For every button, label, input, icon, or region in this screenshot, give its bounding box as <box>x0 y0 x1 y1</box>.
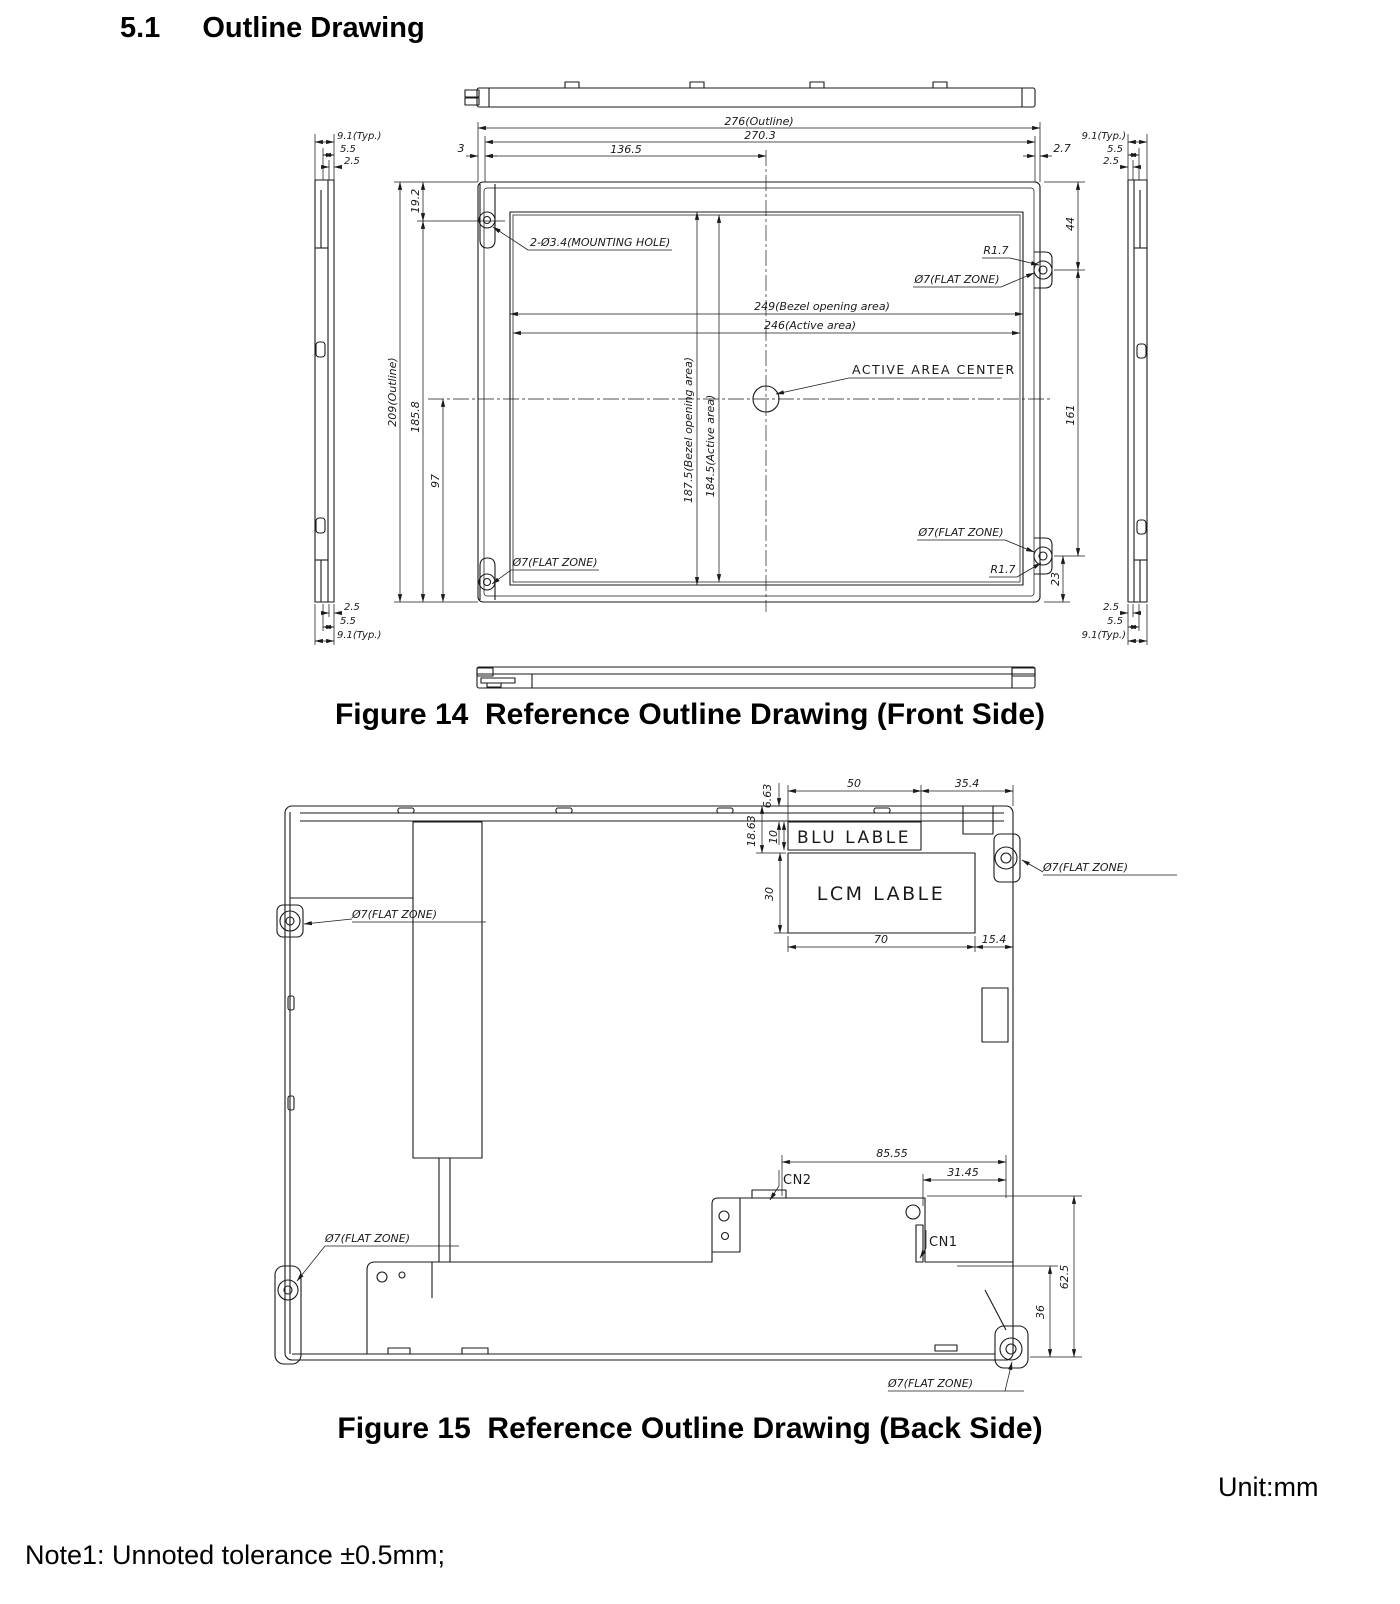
front-right-side-view <box>1128 180 1147 602</box>
side-dim-55-tr: 5.5 <box>1107 144 1123 155</box>
flat-zone-hole-bottom-right <box>1034 538 1052 574</box>
dim-50: 50 <box>847 777 861 790</box>
figure15-back-drawing <box>275 777 1177 1391</box>
dim-bezel-height: 187.5(Bezel opening area) <box>682 356 695 504</box>
side-dim-25-tr: 2.5 <box>1103 156 1119 167</box>
dim-70: 70 <box>874 933 888 946</box>
active-area-center-label: ACTIVE AREA CENTER <box>852 362 1016 377</box>
r17-label-bottom-right: R1.7 <box>990 563 1016 576</box>
figure15-caption: Figure 15 Reference Outline Drawing (Back Side) <box>337 1412 1043 1445</box>
back-dimension-lines <box>297 783 1177 1391</box>
side-dim-91-tr: 9.1(Typ.) <box>1081 131 1126 142</box>
back-pcb-board <box>413 822 482 1262</box>
dim-35-4: 35.4 <box>954 777 980 790</box>
mounting-hole-top-left <box>479 184 495 248</box>
side-dim-25-bl: 2.5 <box>344 602 360 613</box>
dim-270-3: 270.3 <box>744 129 776 142</box>
front-top-view <box>465 82 1035 107</box>
side-dim-55-tl: 5.5 <box>340 144 356 155</box>
dim-active-width: 246(Active area) <box>763 319 857 332</box>
dim-30: 30 <box>763 887 776 901</box>
side-dim-91-bl: 9.1(Typ.) <box>337 630 382 641</box>
dim-18-63: 18.63 <box>745 815 758 847</box>
dim-active-height: 184.5(Active area) <box>704 394 717 498</box>
side-dim-25-br: 2.5 <box>1103 602 1119 613</box>
dim-44: 44 <box>1064 217 1077 231</box>
dim-bezel-width: 249(Bezel opening area) <box>754 300 890 313</box>
dim-2-7: 2.7 <box>1053 142 1071 155</box>
dim-161: 161 <box>1064 404 1077 426</box>
flat-zone-label-bottom-left: Ø7(FLAT ZONE) <box>512 556 598 569</box>
dim-136-5: 136.5 <box>610 143 642 156</box>
dim-31-45: 31.45 <box>947 1166 979 1179</box>
r17-label-top-right: R1.7 <box>983 244 1009 257</box>
flat-zone-label-bottom-right: Ø7(FLAT ZONE) <box>918 526 1004 539</box>
blu-label: BLU LABLE <box>797 828 911 848</box>
dim-36: 36 <box>1034 1305 1047 1319</box>
front-dimension-texts <box>337 115 1126 641</box>
flat-zone-label-back-bottom-left: Ø7(FLAT ZONE) <box>325 1232 411 1245</box>
flat-zone-hole-bottom-left <box>479 558 495 600</box>
figure14-front-drawing <box>315 82 1147 688</box>
side-dim-91-tl: 9.1(Typ.) <box>337 131 382 142</box>
dim-6-63: 6.63 <box>761 783 774 809</box>
side-dim-55-br: 5.5 <box>1107 616 1123 627</box>
cn2-connector <box>752 1190 786 1198</box>
back-flat-zone-bottom-right <box>995 1326 1028 1368</box>
side-dim-25-tl: 2.5 <box>344 156 360 167</box>
dim-15-4: 15.4 <box>981 933 1007 946</box>
front-main-view <box>428 150 1052 612</box>
mounting-hole-label: 2-Ø3.4(MOUNTING HOLE) <box>530 236 671 249</box>
front-left-side-view <box>315 180 334 602</box>
side-dim-91-br: 9.1(Typ.) <box>1081 630 1126 641</box>
back-flat-zone-top-right <box>994 834 1020 882</box>
flat-zone-label-back-top-right: Ø7(FLAT ZONE) <box>1043 861 1129 874</box>
dim-3: 3 <box>457 142 465 155</box>
dim-19-2: 19.2 <box>409 188 422 214</box>
front-dimension-lines <box>315 122 1147 645</box>
dim-85-55: 85.55 <box>876 1147 908 1160</box>
dim-23: 23 <box>1049 572 1062 586</box>
cn1-label: CN1 <box>929 1235 958 1250</box>
dim-97: 97 <box>429 474 442 488</box>
dim-outline-height: 209(Outline) <box>386 357 399 427</box>
dim-62-5: 62.5 <box>1058 1264 1071 1290</box>
dim-10: 10 <box>767 830 780 844</box>
section-number: 5.1 <box>120 12 161 44</box>
unit-text: Unit:mm <box>1218 1472 1319 1502</box>
front-bottom-view <box>477 667 1035 688</box>
flat-zone-label-back-bottom-right: Ø7(FLAT ZONE) <box>888 1377 974 1390</box>
section-title: Outline Drawing <box>202 12 425 44</box>
dim-outline-width: 276(Outline) <box>724 115 794 128</box>
flat-zone-label-back-top-left: Ø7(FLAT ZONE) <box>352 908 438 921</box>
flat-zone-hole-top-right <box>1034 252 1052 288</box>
dim-185-8: 185.8 <box>409 401 422 433</box>
back-bottom-frame <box>367 1190 1013 1354</box>
figure14-caption: Figure 14 Reference Outline Drawing (Front Side) <box>334 698 1046 731</box>
note1-text: Note1: Unnoted tolerance ±0.5mm; <box>25 1540 446 1570</box>
flat-zone-label-top-right: Ø7(FLAT ZONE) <box>914 273 1000 286</box>
lcm-label: LCM LABLE <box>816 883 946 905</box>
cn1-connector <box>916 1225 923 1262</box>
cn2-label: CN2 <box>783 1173 812 1188</box>
side-dim-55-bl: 5.5 <box>340 616 356 627</box>
